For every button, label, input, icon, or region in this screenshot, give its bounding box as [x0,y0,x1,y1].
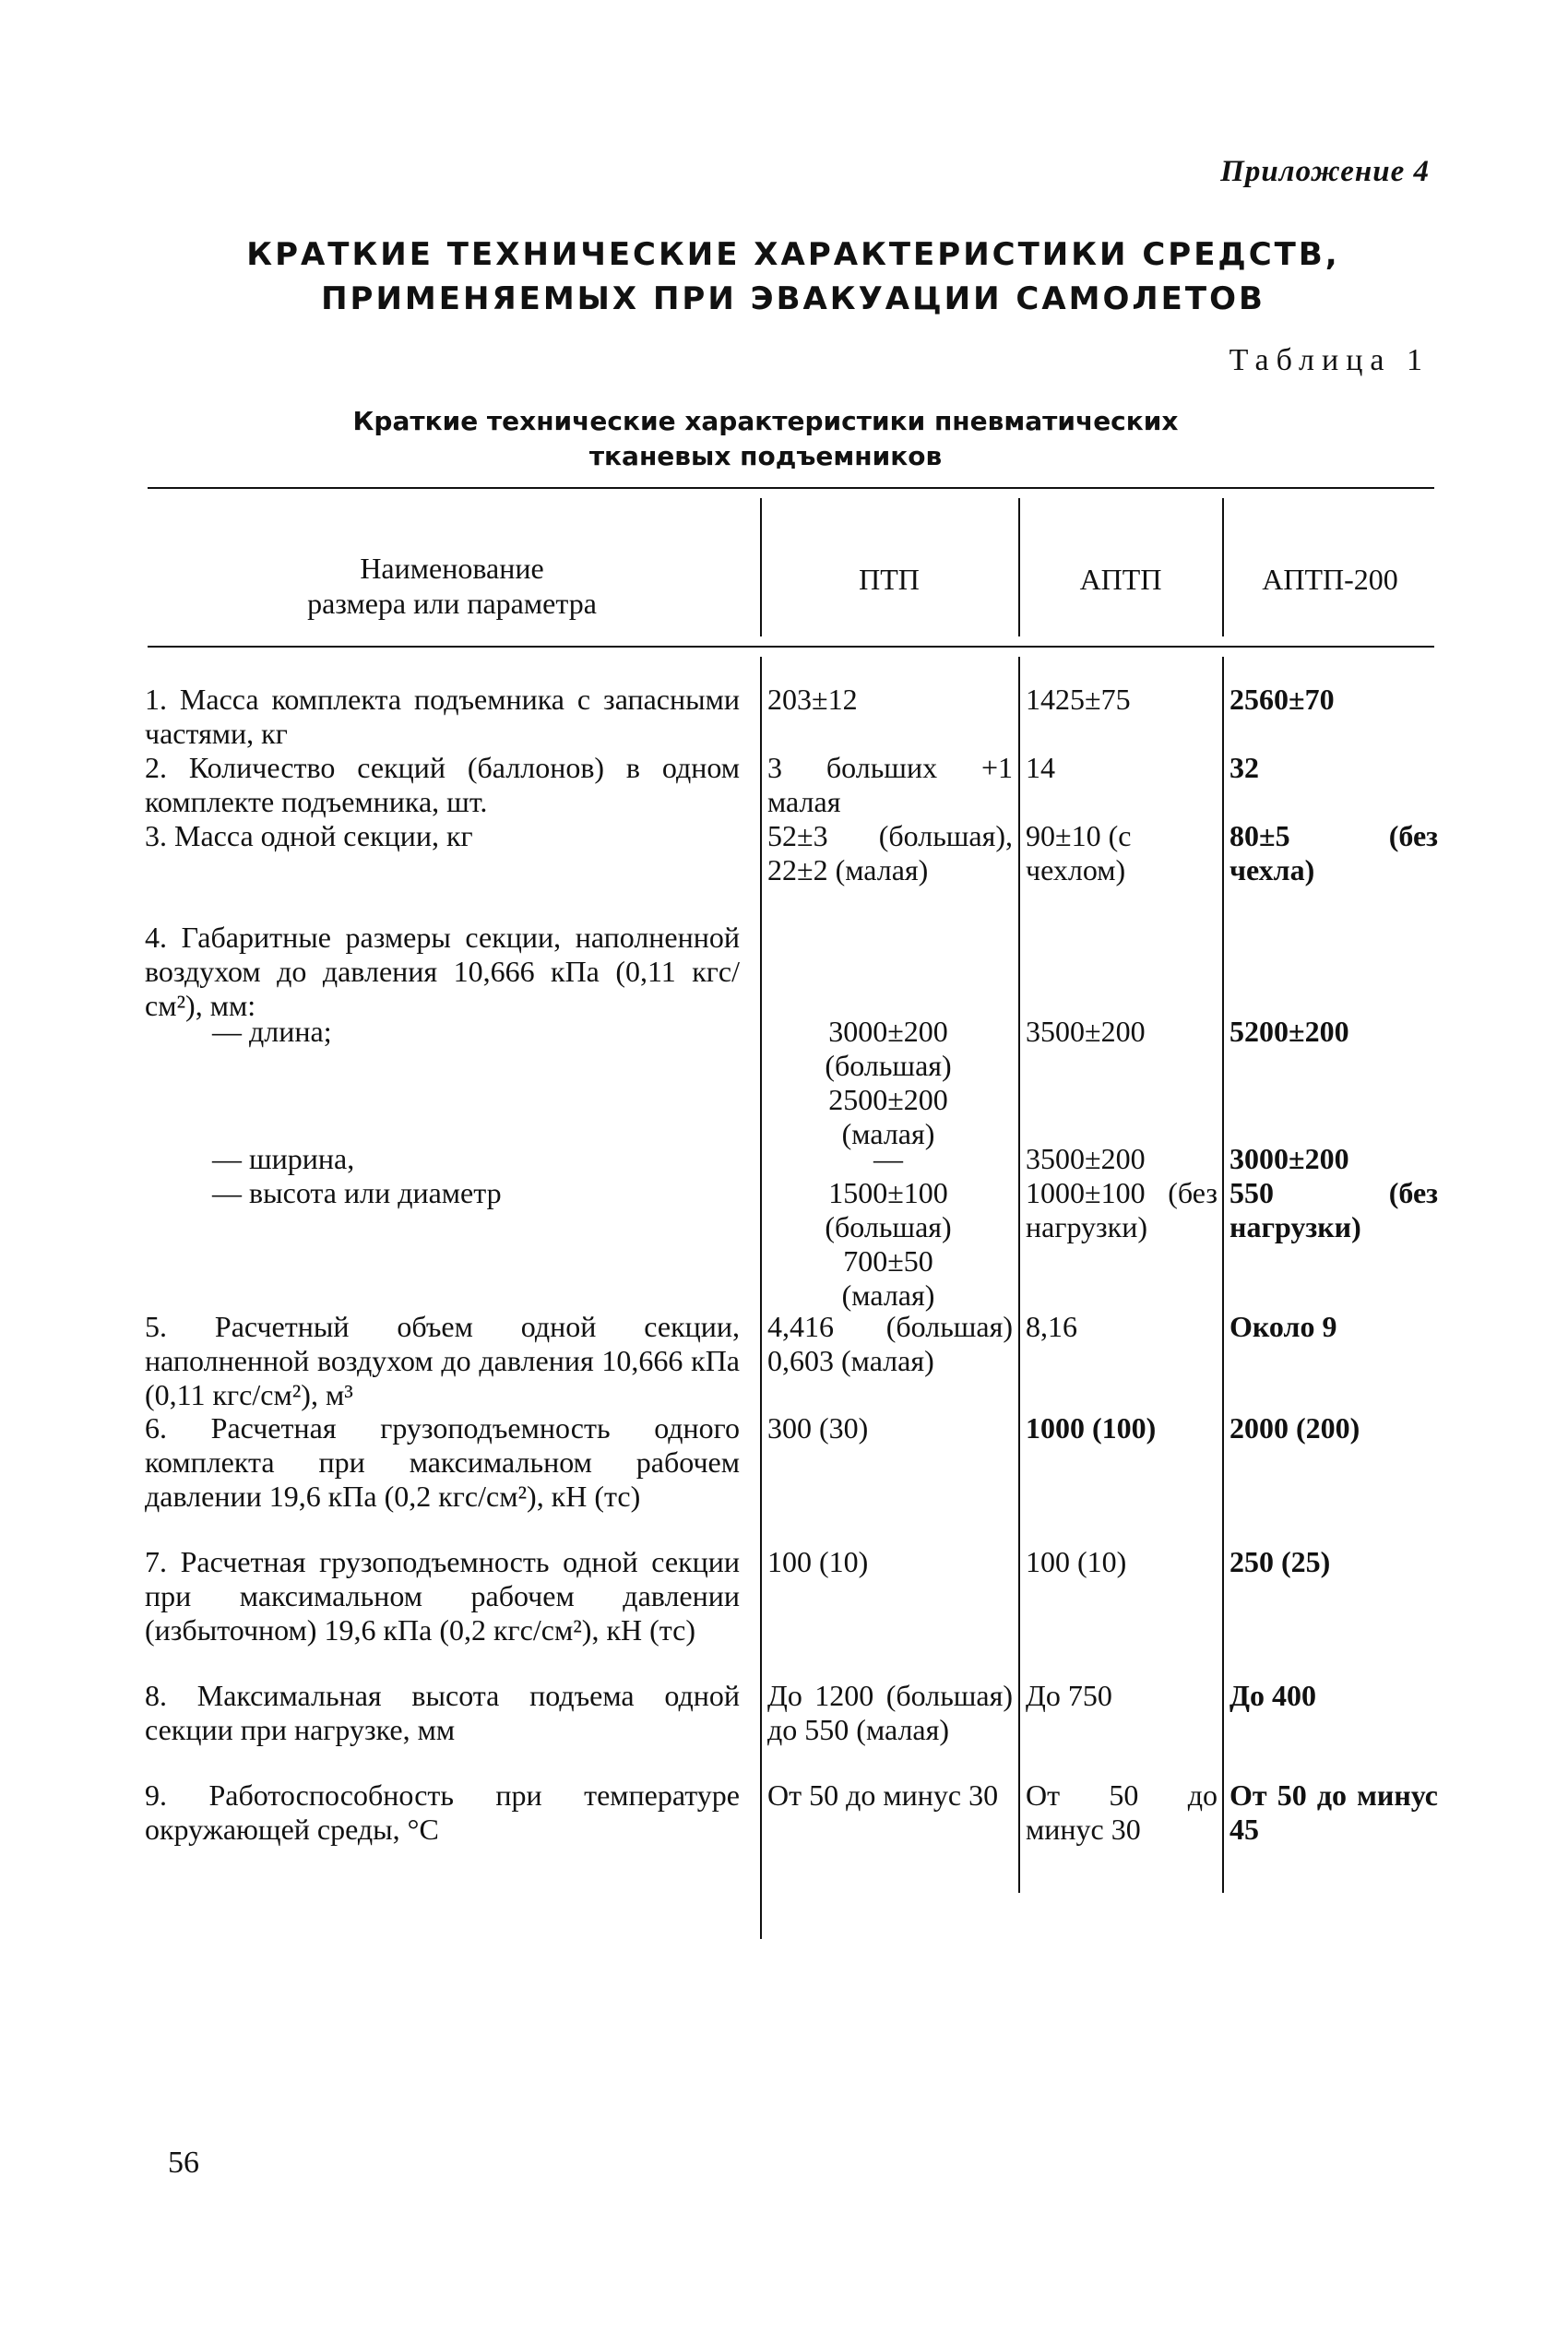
table-number-label: Таблица 1 [1229,343,1430,377]
row-4a-ptp [764,1015,1013,1151]
body-col-divider-2 [1018,657,1020,1893]
table-caption-line-1: Краткие технические характеристики пневматических [352,406,1179,436]
header-ptp: ПТП [859,563,920,596]
row-1-param: 1. Масса комплекта подъемника с запасными частями, кг [145,683,740,750]
row-4c-ptp [764,1176,1013,1313]
row-6-aptp200: 2000 (200) [1229,1411,1360,1445]
row-3-param: 3. Масса одной секции, кг [145,819,473,852]
row-4a-ptp-line-1: 3000±200 [828,1015,948,1048]
row-5-param: 5. Расчетный объем одной секции, наполненной воздухом до давления 10,666 кПа (0,11 кгс/см²), м³ [145,1310,740,1411]
row-2-ptp: 3 больших +1 малая [767,751,1013,818]
row-2-aptp: 14 [1026,751,1055,784]
row-4-param: 4. Габаритные размеры секции, наполненной воздухом до давления 10,666 кПа (0,11 кгс/см²), мм: [145,921,740,1022]
header-param-line-2: размера или параметра [307,587,597,620]
row-7-ptp: 100 (10) [767,1545,869,1578]
row-6-param: 6. Расчетная грузоподъемность одного комплекта при максимальном рабочем давлении 19,6 кПа (0,2 кгс/см²), кН (тс) [145,1411,740,1513]
row-4c-ptp-line-1: 1500±100 [828,1176,948,1209]
row-4a-ptp-line-4: (малая) [841,1117,935,1150]
row-4a-aptp200: 5200±200 [1229,1015,1349,1048]
row-9-ptp: От 50 до минус 30 [767,1778,999,1812]
row-4c-aptp200: 550 (без нагрузки) [1229,1176,1438,1243]
row-4b-param: — ширина, [212,1142,355,1175]
row-1-aptp: 1425±75 [1026,683,1131,716]
row-9-aptp: От 50 до минус 30 [1026,1778,1218,1846]
row-4c-aptp: 1000±100 (без нагрузки) [1026,1176,1218,1243]
row-8-ptp: До 1200 (большая) до 550 (малая) [767,1679,1013,1746]
row-4a-aptp: 3500±200 [1026,1015,1146,1048]
row-4b-ptp: — [873,1142,903,1175]
page-title [148,232,1439,321]
table-caption-line-2: тканевых подъемников [588,441,943,471]
title-line-1: КРАТКИЕ ТЕХНИЧЕСКИЕ ХАРАКТЕРИСТИКИ СРЕДСТВ, [246,236,1340,273]
row-3-aptp200: 80±5 (без чехла) [1229,819,1438,886]
row-3-ptp: 52±3 (большая), 22±2 (малая) [767,819,1013,886]
body-col-divider-1 [760,657,762,1939]
row-4a-ptp-line-3: 2500±200 [828,1083,948,1116]
row-8-aptp200: До 400 [1229,1679,1317,1712]
body-col-divider-3 [1222,657,1224,1893]
row-3-aptp: 90±10 (с чехлом) [1026,819,1132,886]
row-7-aptp200: 250 (25) [1229,1545,1331,1578]
row-8-aptp: До 750 [1026,1679,1112,1712]
row-6-aptp: 1000 (100) [1026,1411,1157,1445]
row-4c-ptp-line-4: (малая) [841,1278,935,1312]
row-4a-param: — длина; [212,1015,332,1048]
row-9-param: 9. Работоспособность при температуре окружающей среды, °С [145,1778,740,1846]
row-4c-ptp-line-2: (большая) [825,1210,952,1243]
row-4c-param: — высота или диаметр [212,1176,502,1209]
appendix-label: Приложение 4 [1220,155,1430,188]
header-bottom-rule [148,646,1434,648]
row-5-ptp: 4,416 (большая) 0,603 (малая) [767,1310,1013,1377]
table-caption [295,404,1236,474]
row-6-ptp: 300 (30) [767,1411,869,1445]
row-2-aptp200: 32 [1229,751,1259,784]
header-param-line-1: Наименование [360,552,544,585]
row-7-param: 7. Расчетная грузоподъемность одной секции при максимальном рабочем давлении (избыточном) 19,6 кПа (0,2 кгс/см²), кН (тс) [145,1545,740,1647]
header-param-cell [148,540,756,632]
row-1-aptp200: 2560±70 [1229,683,1335,716]
row-4b-aptp: 3500±200 [1026,1142,1146,1175]
row-1-ptp: 203±12 [767,683,858,716]
row-4b-aptp200: 3000±200 [1229,1142,1349,1175]
row-4c-ptp-line-3: 700±50 [843,1244,933,1278]
table-top-rule [148,487,1434,489]
row-5-aptp200: Около 9 [1229,1310,1337,1343]
row-7-aptp: 100 (10) [1026,1545,1127,1578]
title-line-2: ПРИМЕНЯЕМЫХ ПРИ ЭВАКУАЦИИ САМОЛЕТОВ [321,280,1265,317]
row-4a-ptp-line-2: (большая) [825,1049,952,1082]
row-5-aptp: 8,16 [1026,1310,1077,1343]
row-9-aptp200: От 50 до минус 45 [1229,1778,1438,1846]
page-number: 56 [168,2146,199,2180]
row-2-param: 2. Количество секций (баллонов) в одном комплекте подъемника, шт. [145,751,740,818]
row-8-param: 8. Максимальная высота подъема одной секции при нагрузке, мм [145,1679,740,1746]
header-aptp200: АПТП-200 [1262,563,1398,596]
header-aptp: АПТП [1079,563,1162,596]
